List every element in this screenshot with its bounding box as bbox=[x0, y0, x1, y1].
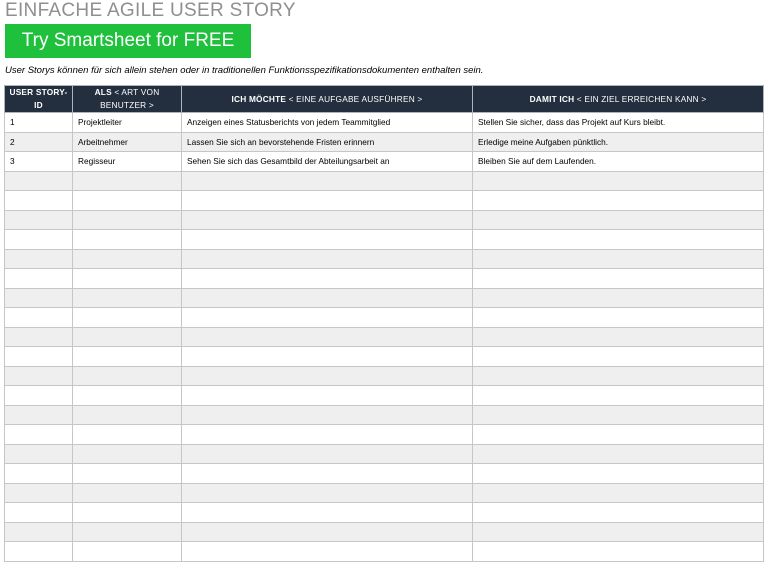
cell-damit-ich[interactable] bbox=[473, 210, 764, 230]
cell-damit-ich[interactable]: Bleiben Sie auf dem Laufenden. bbox=[473, 152, 764, 172]
cell-id[interactable] bbox=[5, 386, 73, 406]
cell-id[interactable] bbox=[5, 191, 73, 211]
cell-damit-ich[interactable] bbox=[473, 366, 764, 386]
cell-id[interactable] bbox=[5, 327, 73, 347]
cell-id[interactable] bbox=[5, 405, 73, 425]
cell-id[interactable] bbox=[5, 269, 73, 289]
cell-ich-moechte[interactable] bbox=[182, 483, 473, 503]
table-row bbox=[5, 366, 764, 386]
cell-damit-ich[interactable] bbox=[473, 171, 764, 191]
cell-id[interactable] bbox=[5, 171, 73, 191]
table-row bbox=[5, 249, 764, 269]
table-row bbox=[5, 464, 764, 484]
cell-damit-ich[interactable] bbox=[473, 444, 764, 464]
cell-damit-ich[interactable] bbox=[473, 483, 764, 503]
cell-ich-moechte[interactable] bbox=[182, 405, 473, 425]
cell-ich-moechte[interactable] bbox=[182, 269, 473, 289]
table-row bbox=[5, 191, 764, 211]
cell-als[interactable] bbox=[73, 191, 182, 211]
cell-als[interactable] bbox=[73, 308, 182, 328]
cell-id[interactable] bbox=[5, 230, 73, 250]
cell-id[interactable] bbox=[5, 366, 73, 386]
table-row bbox=[5, 386, 764, 406]
cell-als[interactable] bbox=[73, 210, 182, 230]
cell-ich-moechte[interactable]: Sehen Sie sich das Gesamtbild der Abteilungsarbeit an bbox=[182, 152, 473, 172]
cell-damit-ich[interactable] bbox=[473, 405, 764, 425]
cell-als[interactable] bbox=[73, 249, 182, 269]
cell-als[interactable] bbox=[73, 522, 182, 542]
table-row bbox=[5, 288, 764, 308]
cell-ich-moechte[interactable] bbox=[182, 444, 473, 464]
cell-als[interactable] bbox=[73, 542, 182, 562]
cell-id[interactable] bbox=[5, 464, 73, 484]
cell-damit-ich[interactable] bbox=[473, 503, 764, 523]
page-title: EINFACHE AGILE USER STORY bbox=[5, 0, 296, 21]
cell-ich-moechte[interactable] bbox=[182, 386, 473, 406]
header-damit-ich: DAMIT ICH < EIN ZIEL ERREICHEN KANN > bbox=[473, 86, 764, 113]
header-als: ALS < ART VON BENUTZER > bbox=[73, 86, 182, 113]
table-row bbox=[5, 444, 764, 464]
cell-als[interactable] bbox=[73, 503, 182, 523]
cell-als[interactable] bbox=[73, 464, 182, 484]
cell-als[interactable]: Arbeitnehmer bbox=[73, 132, 182, 152]
subtitle: User Storys können für sich allein stehen oder in traditionellen Funktionsspezifikationsdokumenten enthalten sein. bbox=[5, 65, 484, 76]
cell-damit-ich[interactable] bbox=[473, 425, 764, 445]
table-row bbox=[5, 210, 764, 230]
cell-ich-moechte[interactable] bbox=[182, 522, 473, 542]
cell-damit-ich[interactable] bbox=[473, 308, 764, 328]
cell-ich-moechte[interactable] bbox=[182, 425, 473, 445]
cell-ich-moechte[interactable] bbox=[182, 366, 473, 386]
cell-ich-moechte[interactable]: Anzeigen eines Statusberichts von jedem Teammitglied bbox=[182, 113, 473, 133]
table-row bbox=[5, 347, 764, 367]
cell-id[interactable] bbox=[5, 347, 73, 367]
cell-damit-ich[interactable] bbox=[473, 522, 764, 542]
cell-als[interactable] bbox=[73, 347, 182, 367]
cell-als[interactable] bbox=[73, 444, 182, 464]
cell-damit-ich[interactable] bbox=[473, 288, 764, 308]
cell-id[interactable] bbox=[5, 542, 73, 562]
cell-ich-moechte[interactable] bbox=[182, 249, 473, 269]
cell-ich-moechte[interactable] bbox=[182, 288, 473, 308]
cell-als[interactable] bbox=[73, 483, 182, 503]
cell-als[interactable] bbox=[73, 269, 182, 289]
cell-ich-moechte[interactable] bbox=[182, 347, 473, 367]
cell-id[interactable] bbox=[5, 503, 73, 523]
table-row bbox=[5, 132, 764, 152]
cell-damit-ich[interactable] bbox=[473, 327, 764, 347]
cell-id[interactable] bbox=[5, 444, 73, 464]
cell-damit-ich[interactable] bbox=[473, 386, 764, 406]
cell-damit-ich[interactable]: Erledige meine Aufgaben pünktlich. bbox=[473, 132, 764, 152]
user-story-table bbox=[4, 85, 764, 562]
cell-damit-ich[interactable]: Stellen Sie sicher, dass das Projekt auf Kurs bleibt. bbox=[473, 113, 764, 133]
cell-id[interactable] bbox=[5, 483, 73, 503]
header-ich-moechte: ICH MÖCHTE < EINE AUFGABE AUSFÜHREN > bbox=[182, 86, 473, 113]
cell-ich-moechte[interactable] bbox=[182, 230, 473, 250]
cell-id[interactable]: 3 bbox=[5, 152, 73, 172]
cell-ich-moechte[interactable] bbox=[182, 327, 473, 347]
cell-als[interactable] bbox=[73, 230, 182, 250]
table-row bbox=[5, 230, 764, 250]
cell-ich-moechte[interactable] bbox=[182, 464, 473, 484]
cell-ich-moechte[interactable] bbox=[182, 171, 473, 191]
table-row bbox=[5, 152, 764, 172]
table-row bbox=[5, 308, 764, 328]
cell-als[interactable] bbox=[73, 327, 182, 347]
cell-damit-ich[interactable] bbox=[473, 269, 764, 289]
table-header-row bbox=[5, 86, 764, 113]
cell-id[interactable] bbox=[5, 210, 73, 230]
cell-id[interactable]: 1 bbox=[5, 113, 73, 133]
cell-damit-ich[interactable] bbox=[473, 464, 764, 484]
header-user-story-id: USER STORY-ID bbox=[5, 86, 73, 113]
table-row bbox=[5, 522, 764, 542]
cell-als[interactable] bbox=[73, 366, 182, 386]
cell-als[interactable] bbox=[73, 425, 182, 445]
try-smartsheet-button[interactable]: Try Smartsheet for FREE bbox=[5, 24, 251, 58]
table-row bbox=[5, 327, 764, 347]
cell-id[interactable]: 2 bbox=[5, 132, 73, 152]
cell-ich-moechte[interactable]: Lassen Sie sich an bevorstehende Fristen erinnern bbox=[182, 132, 473, 152]
cell-als[interactable]: Projektleiter bbox=[73, 113, 182, 133]
cell-id[interactable] bbox=[5, 288, 73, 308]
table-row bbox=[5, 483, 764, 503]
cell-ich-moechte[interactable] bbox=[182, 503, 473, 523]
cell-ich-moechte[interactable] bbox=[182, 210, 473, 230]
table-row bbox=[5, 503, 764, 523]
cell-ich-moechte[interactable] bbox=[182, 191, 473, 211]
cell-als[interactable] bbox=[73, 405, 182, 425]
cell-als[interactable] bbox=[73, 386, 182, 406]
table-row bbox=[5, 405, 764, 425]
cell-id[interactable] bbox=[5, 308, 73, 328]
cell-id[interactable] bbox=[5, 425, 73, 445]
cell-damit-ich[interactable] bbox=[473, 542, 764, 562]
table-row bbox=[5, 425, 764, 445]
cell-als[interactable] bbox=[73, 171, 182, 191]
table-row bbox=[5, 542, 764, 562]
cell-ich-moechte[interactable] bbox=[182, 542, 473, 562]
cell-id[interactable] bbox=[5, 522, 73, 542]
cell-damit-ich[interactable] bbox=[473, 249, 764, 269]
cell-als[interactable] bbox=[73, 288, 182, 308]
cell-damit-ich[interactable] bbox=[473, 347, 764, 367]
cell-id[interactable] bbox=[5, 249, 73, 269]
cell-ich-moechte[interactable] bbox=[182, 308, 473, 328]
cell-damit-ich[interactable] bbox=[473, 230, 764, 250]
cell-damit-ich[interactable] bbox=[473, 191, 764, 211]
cell-als[interactable]: Regisseur bbox=[73, 152, 182, 172]
table-row bbox=[5, 113, 764, 133]
table-row bbox=[5, 269, 764, 289]
table-row bbox=[5, 171, 764, 191]
